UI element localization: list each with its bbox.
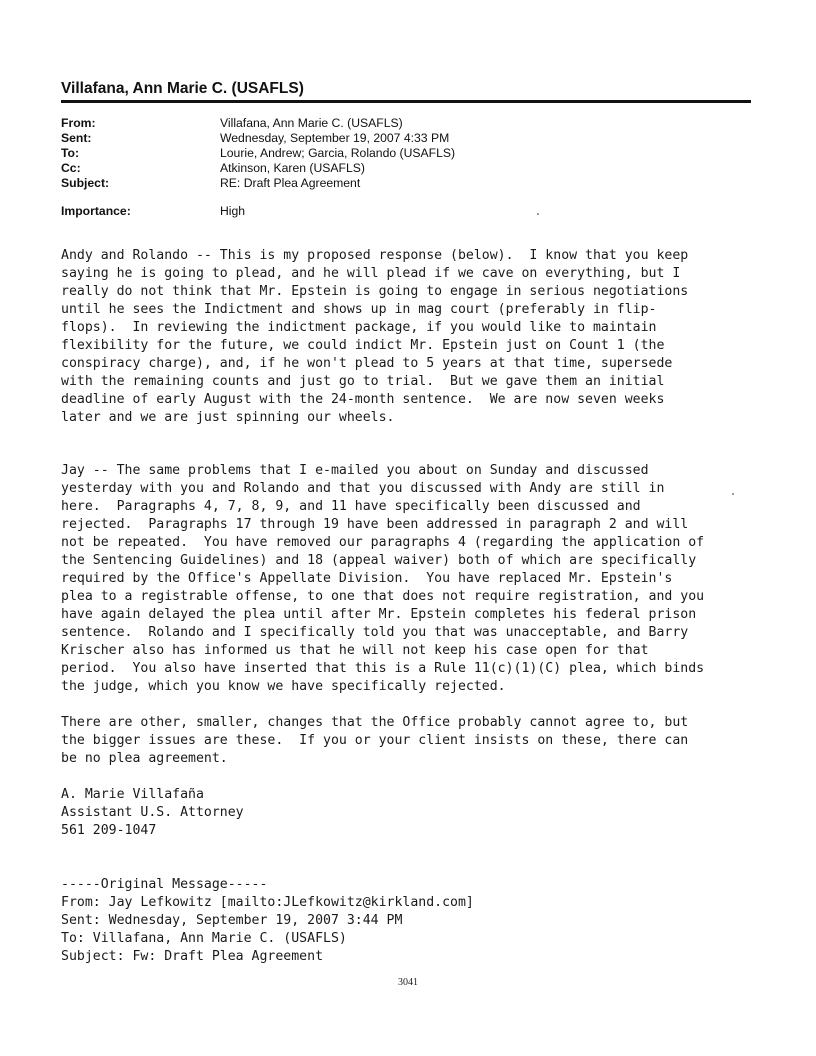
header-label: Sent: [61,131,92,145]
header-value: Atkinson, Karen (USAFLS) [220,161,365,175]
original-message-block: -----Original Message----- From: Jay Lefkowitz [mailto:JLefkowitz@kirkland.com] Sent: Wednesday, September 19, 2007 3:44 PM To: Villafana, Ann Marie C. (USAFLS) Subject: Fw: Draft Plea Agreement [61,877,474,964]
header-label: Importance: [61,204,131,218]
header-label: Cc: [61,161,81,175]
header-value: RE: Draft Plea Agreement [220,176,361,190]
header-label: To: [61,146,80,160]
header-value: Lourie, Andrew; Garcia, Rolando (USAFLS) [220,146,456,160]
header-value: Villafana, Ann Marie C. (USAFLS) [220,116,403,130]
header-value: High [220,204,246,218]
body-paragraph: Jay -- The same problems that I e-mailed you about on Sunday and discussed yesterday with you and Rolando and that you discussed with Andy are still in here. Paragraphs 4, 7, 8, 9, and 11 have specifically been discussed and rejected. Paragraphs 17 through 19 have been addressed in paragraph 2 and will not be repeated. You have removed our paragraphs 4 (regarding the application of the Sentencing Guidelines) and 18 (appeal waiver) both of which are specifically required by the Office's Appellate Division. You have replaced Mr. Epstein's plea to a registrable offense, to one that does not require registration, and you have again delayed the plea until after Mr. Epstein completes his federal prison sentence. Rolando and I specifically told you that was unacceptable, and Barry Krischer also has informed us that he will not keep his case open for that period. You also have inserted that this is a Rule 11(c)(1)(C) plea, which binds the judge, which you know we have specifically rejected. [61,463,705,694]
header-label: From: [61,116,96,130]
header-label: Subject: [61,176,110,190]
page-number: 3041 [398,977,418,988]
body-paragraph: Andy and Rolando -- This is my proposed response (below). I know that you keep saying he is going to plead, and he will plead if we cave on everything, but I really do not think that Mr. Epstein is going to engage in serious negotiations until he sees the Indictment and shows up in mag court (preferably in flip- flops). In reviewing the indictment package, if you would like to maintain flexibility for the future, we could indict Mr. Epstein just on Count 1 (the conspiracy charge), and, if he won't plead to 5 years at that time, supersede with the remaining counts and just go to trial. But we gave them an initial deadline of early August with the 24-month sentence. We are now seven weeks later and we are just spinning our wheels. [61,248,689,425]
scan-speck [732,493,734,495]
scan-speck [537,213,539,215]
sender-name: Villafana, Ann Marie C. (USAFLS) [61,80,304,97]
header-value: Wednesday, September 19, 2007 4:33 PM [220,131,450,145]
signature-block: A. Marie Villafaña Assistant U.S. Attorney 561 209-1047 [61,787,244,838]
body-paragraph: There are other, smaller, changes that the Office probably cannot agree to, but the bigger issues are these. If you or your client insists on these, there can be no plea agreement. [61,715,689,766]
